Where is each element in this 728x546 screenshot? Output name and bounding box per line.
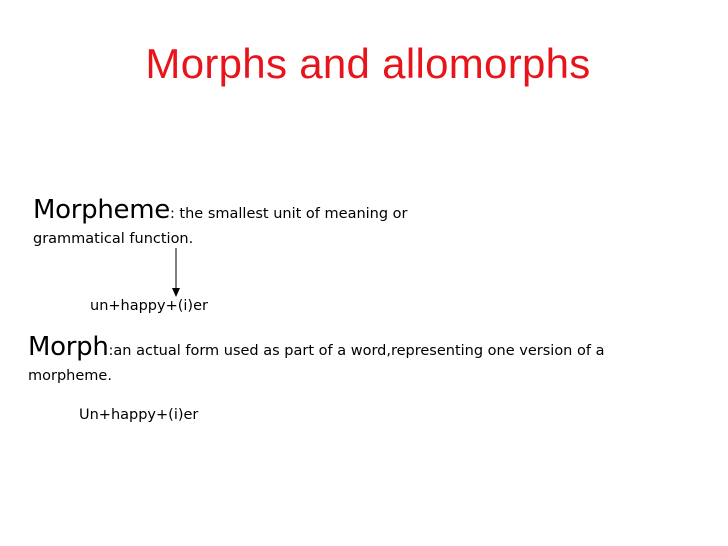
slide-title: Morphs and allomorphs xyxy=(145,40,591,87)
morph-term: Morph xyxy=(28,332,109,362)
morpheme-definition xyxy=(33,195,493,251)
morpheme-definition-text: : the smallest unit of meaning or grammatical function. xyxy=(33,206,408,247)
morph-example: Un+happy+(i)er xyxy=(79,407,199,423)
down-arrow-icon xyxy=(170,248,182,298)
morpheme-example: un+happy+(i)er xyxy=(90,298,208,314)
morpheme-term: Morpheme xyxy=(33,195,170,225)
morph-definition xyxy=(28,332,688,388)
morph-definition-text: :an actual form used as part of a word,representing one version of a morpheme. xyxy=(28,343,605,384)
